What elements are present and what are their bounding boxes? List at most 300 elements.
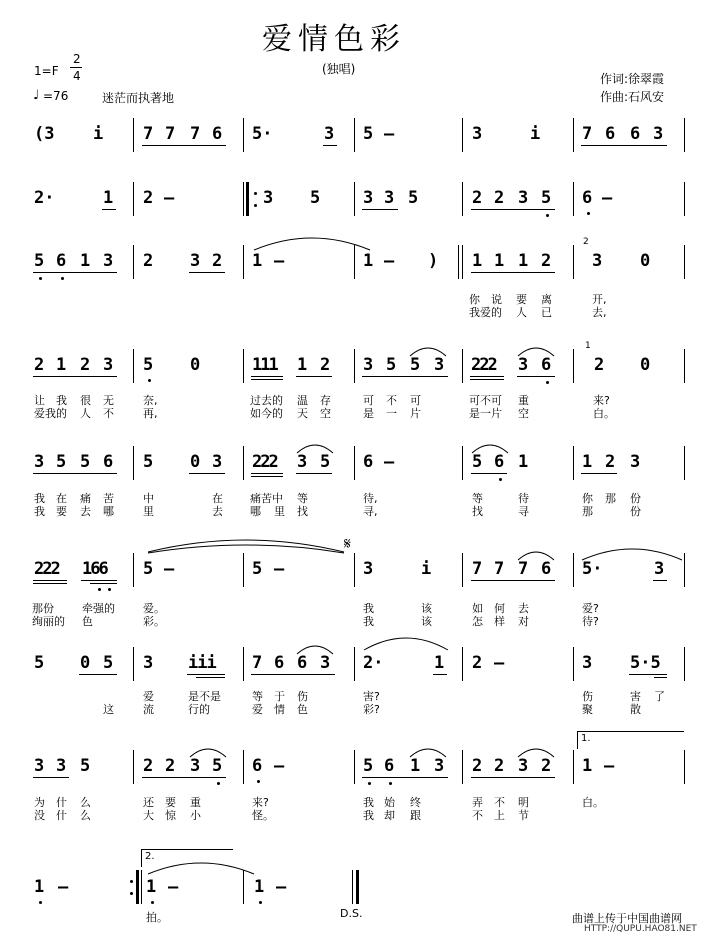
beam <box>362 376 448 377</box>
lyric: 伤 <box>582 690 593 703</box>
note: 2 <box>541 251 552 271</box>
note: 3 <box>320 653 331 673</box>
note: 5· <box>252 124 273 144</box>
lyric: 离 <box>541 293 552 306</box>
barline <box>133 118 134 152</box>
note: 3 <box>518 756 529 776</box>
lyric: 不 <box>472 809 483 822</box>
barline <box>684 182 685 216</box>
lyric: 爱 <box>252 703 263 716</box>
repeat-barline <box>136 870 139 904</box>
barline <box>243 870 244 904</box>
barline <box>133 182 134 216</box>
lyric: 无 <box>103 394 114 407</box>
lyric: 这 <box>103 703 114 716</box>
lyric: 说 <box>491 293 502 306</box>
lyric: 行的 <box>188 703 210 716</box>
lyric: 可 <box>363 394 374 407</box>
note: 3 <box>518 188 529 208</box>
beam <box>251 473 283 474</box>
lyric: 已 <box>541 306 552 319</box>
volta-bracket-top <box>141 849 233 850</box>
composer-credit: 作曲:石风安 <box>600 90 665 104</box>
note: 2 <box>165 756 176 776</box>
lyric: 对 <box>518 615 529 628</box>
time-signature-top: 2 <box>73 52 81 66</box>
lyric: 情 <box>274 703 285 716</box>
low-octave-dot <box>98 588 101 591</box>
barline <box>462 349 463 383</box>
low-octave-dot <box>39 901 42 904</box>
lyric: 怎 <box>472 615 483 628</box>
lyric: 是一片 <box>469 407 502 420</box>
beam <box>471 473 507 474</box>
low-octave-dot <box>499 478 502 481</box>
lyric: 重 <box>190 796 201 809</box>
volta-bracket-left <box>141 849 142 867</box>
lyric: 痛 <box>80 492 91 505</box>
time-signature-line <box>70 67 82 68</box>
beam <box>471 209 555 210</box>
barline <box>354 750 355 784</box>
note: 5 <box>103 653 114 673</box>
lyric: 我 <box>56 394 67 407</box>
lyricist-credit: 作词:徐翠霞 <box>600 72 665 86</box>
barline <box>573 750 574 784</box>
tie-arc <box>146 858 256 876</box>
note: 3 <box>190 251 201 271</box>
note: 2 <box>472 653 483 673</box>
note: 6 <box>274 653 285 673</box>
note: 2· <box>34 188 55 208</box>
lyric: 不 <box>386 394 397 407</box>
note: 5· <box>582 559 603 579</box>
barline <box>462 553 463 587</box>
lyric: 空 <box>320 407 331 420</box>
lyric: 弄 <box>472 796 483 809</box>
lyric: 那份 <box>32 602 54 615</box>
lyric: 再, <box>143 407 158 420</box>
note: 3 <box>103 251 114 271</box>
note: 3 <box>472 124 483 144</box>
lyric: 中 <box>143 492 154 505</box>
beam <box>471 580 555 581</box>
note: 222 <box>252 452 277 472</box>
note: – <box>494 653 505 673</box>
lyric: 如 <box>472 602 483 615</box>
low-octave-dot <box>259 901 262 904</box>
low-octave-dot <box>151 901 154 904</box>
lyric: 我 <box>363 796 374 809</box>
low-octave-dot <box>108 588 111 591</box>
lyric: 来? <box>593 394 610 407</box>
barline <box>684 446 685 480</box>
note: 1 <box>434 653 445 673</box>
note: 5 <box>80 756 91 776</box>
note: 1 <box>518 452 529 472</box>
barline <box>354 446 355 480</box>
lyric: 节 <box>518 809 529 822</box>
barline <box>573 118 574 152</box>
beam <box>581 473 617 474</box>
note: 1 <box>56 355 67 375</box>
low-octave-dot <box>368 782 371 785</box>
barline <box>462 118 463 152</box>
note: 2 <box>212 251 223 271</box>
lyric: 要 <box>165 796 176 809</box>
note: 222 <box>471 355 496 375</box>
lyric: 你 <box>469 293 480 306</box>
lyric: 在 <box>56 492 67 505</box>
lyric: 绚丽的 <box>32 615 65 628</box>
barline <box>133 245 134 279</box>
note: 3 <box>263 188 274 208</box>
lyric: 如今的 <box>250 407 283 420</box>
note: 7 <box>190 124 201 144</box>
beam <box>470 379 504 380</box>
beam <box>251 476 283 477</box>
note: – <box>384 452 395 472</box>
note: 222 <box>34 559 59 579</box>
beam <box>471 777 555 778</box>
note: 3 <box>582 653 593 673</box>
note: ) <box>428 251 439 271</box>
barline <box>462 182 463 216</box>
lyric: 要 <box>516 293 527 306</box>
lyric: 要 <box>56 505 67 518</box>
lyric: 却 <box>384 809 395 822</box>
lyric: 牵强的 <box>82 602 115 615</box>
low-octave-dot <box>389 782 392 785</box>
lyric: 重 <box>518 394 529 407</box>
lyric: 等 <box>252 690 263 703</box>
barline <box>684 118 685 152</box>
lyric: 待 <box>518 492 529 505</box>
lyric: 那 <box>605 492 616 505</box>
barline <box>573 446 574 480</box>
beam <box>471 272 555 273</box>
lyric: 温 <box>297 394 308 407</box>
note: 6 <box>363 452 374 472</box>
note: 3 <box>34 452 45 472</box>
note: – <box>58 877 69 897</box>
lyric: 人 <box>516 306 527 319</box>
note: i <box>93 124 104 144</box>
note: 3 <box>434 355 445 375</box>
lyric: 样 <box>494 615 505 628</box>
note: 6 <box>494 452 505 472</box>
note: 1 <box>494 251 505 271</box>
lyric: 那 <box>582 505 593 518</box>
note: 2 <box>494 188 505 208</box>
lyric: 哪 <box>250 505 261 518</box>
key-signature: 1=F <box>34 64 59 78</box>
beam <box>296 473 332 474</box>
subtitle: (独唱) <box>322 62 356 76</box>
note: 3 <box>654 559 665 579</box>
note: 3 <box>297 452 308 472</box>
time-signature-bottom: 4 <box>73 69 81 83</box>
lyric: 里 <box>274 505 285 518</box>
note: 5 <box>252 559 263 579</box>
note: 1 <box>146 877 157 897</box>
beam <box>33 583 67 584</box>
dal-segno-marking: D.S. <box>340 907 363 920</box>
note: – <box>384 251 395 271</box>
barline <box>462 245 463 279</box>
volta-bracket-left <box>577 731 578 749</box>
lyric: 片 <box>410 407 421 420</box>
note: 3 <box>34 756 45 776</box>
beam <box>90 583 117 584</box>
note: 5 <box>310 188 321 208</box>
lyric: 寻 <box>518 505 529 518</box>
lyric: 等 <box>297 492 308 505</box>
barline <box>133 349 134 383</box>
note: 5 <box>386 355 397 375</box>
note: 2 <box>34 355 45 375</box>
lyric: 聚 <box>582 703 593 716</box>
note: 2 <box>541 756 552 776</box>
lyric: 小 <box>190 809 201 822</box>
note: 0 <box>190 355 201 375</box>
repeat-barline <box>246 182 249 216</box>
note: 1 <box>80 251 91 271</box>
note: 5 <box>80 452 91 472</box>
note: 3 <box>630 452 641 472</box>
lyric: 去, <box>592 306 607 319</box>
note: 2 <box>143 188 154 208</box>
note: 5 <box>212 756 223 776</box>
lyric: 里 <box>143 505 154 518</box>
lyric: 上 <box>494 809 505 822</box>
lyric: 爱 <box>143 690 154 703</box>
note: 1 <box>34 877 45 897</box>
barline <box>684 553 685 587</box>
note: 1 <box>297 355 308 375</box>
note: – <box>602 188 613 208</box>
note: 111 <box>252 355 277 375</box>
lyric: 过去的 <box>250 394 283 407</box>
note: 7 <box>518 559 529 579</box>
lyric: 可不可 <box>469 394 502 407</box>
beam <box>142 145 226 146</box>
beam <box>517 376 555 377</box>
note: 5 <box>56 452 67 472</box>
segno-icon: 𝄋 <box>344 534 351 553</box>
lyric: 待? <box>582 615 599 628</box>
note: 6 <box>541 355 552 375</box>
note: 3 <box>592 251 603 271</box>
note: 0 <box>190 452 201 472</box>
lyric: 寻, <box>363 505 378 518</box>
barline <box>133 446 134 480</box>
note: – <box>384 124 395 144</box>
lyric: 爱? <box>582 602 599 615</box>
note: 3 <box>363 188 374 208</box>
barline <box>133 647 134 681</box>
note: 7 <box>252 653 263 673</box>
barline <box>573 182 574 216</box>
note: 3 <box>653 124 664 144</box>
note: 5 <box>34 251 45 271</box>
beam <box>33 580 67 581</box>
note: i <box>530 124 541 144</box>
barline <box>354 245 355 279</box>
lyric: 待, <box>363 492 378 505</box>
note: 2 <box>494 756 505 776</box>
note: – <box>274 756 285 776</box>
beam <box>296 376 332 377</box>
beam <box>362 209 398 210</box>
repeat-dot <box>254 204 257 207</box>
lyric: 存 <box>320 394 331 407</box>
note: 5 <box>363 756 374 776</box>
barline <box>684 349 685 383</box>
note: 7 <box>472 559 483 579</box>
note: 3 <box>324 124 335 144</box>
lyric: 天 <box>297 407 308 420</box>
note: – <box>274 251 285 271</box>
beam <box>79 674 117 675</box>
low-octave-dot <box>217 782 220 785</box>
note: – <box>168 877 179 897</box>
site-watermark-line2: HTTP://QUPU.HAO81.NET <box>584 924 697 934</box>
note: – <box>164 559 175 579</box>
lyric: 份 <box>630 492 641 505</box>
expression-marking: 迷茫而执著地 <box>102 91 175 105</box>
lyric: 找 <box>472 505 483 518</box>
beam <box>362 777 448 778</box>
note: 1 <box>410 756 421 776</box>
lyric: 么 <box>80 796 91 809</box>
beam <box>470 376 504 377</box>
lyric: 是不是 <box>188 690 221 703</box>
note: 1 <box>254 877 265 897</box>
note: 5 <box>143 559 154 579</box>
lyric: 空 <box>518 407 529 420</box>
barline <box>243 647 244 681</box>
beam <box>33 376 117 377</box>
lyric: 没 <box>34 809 45 822</box>
note: 3 <box>434 756 445 776</box>
lyric: 色 <box>297 703 308 716</box>
lyric: 是 <box>363 407 374 420</box>
lyric: 去 <box>518 602 529 615</box>
note: 2 <box>472 188 483 208</box>
lyric: 终 <box>410 796 421 809</box>
quarter-note-icon: ♩ <box>33 88 40 103</box>
note: – <box>274 559 285 579</box>
note: – <box>164 188 175 208</box>
barline <box>573 553 574 587</box>
tempo-marking: =76 <box>43 89 69 103</box>
song-title: 爱情色彩 <box>262 22 406 57</box>
lyric: 该 <box>421 602 432 615</box>
lyric: 了 <box>654 690 665 703</box>
beam <box>251 376 283 377</box>
note: 0 <box>80 653 91 673</box>
lyric: 于 <box>274 690 285 703</box>
note: iii <box>188 653 216 673</box>
repeat-dot <box>130 880 133 883</box>
lyric: 还 <box>143 796 154 809</box>
lyric: 爱。 <box>143 602 165 615</box>
note: 1 <box>582 756 593 776</box>
barline <box>354 553 355 587</box>
note: 0 <box>640 251 651 271</box>
note: 3 <box>384 188 395 208</box>
lyric: 人 <box>80 407 91 420</box>
lyric: 不 <box>103 407 114 420</box>
site-watermark-line1: 曲谱上传于中国曲谱网 <box>572 912 682 925</box>
volta-marker: 2 <box>583 237 589 247</box>
note: 6 <box>103 452 114 472</box>
beam <box>196 677 225 678</box>
barline <box>243 245 244 279</box>
note: 5 <box>34 653 45 673</box>
barline <box>684 245 685 279</box>
note: 7 <box>143 124 154 144</box>
note: 7 <box>582 124 593 144</box>
note: 3 <box>143 653 154 673</box>
lyric: 何 <box>494 602 505 615</box>
note: 6 <box>56 251 67 271</box>
note: 5 <box>541 188 552 208</box>
lyric: 流 <box>143 703 154 716</box>
low-octave-dot <box>61 277 64 280</box>
lyric: 去 <box>80 505 91 518</box>
beam <box>629 674 667 675</box>
lyric: 我 <box>34 505 45 518</box>
barline <box>243 182 244 216</box>
lyric: 可 <box>410 394 421 407</box>
lyric: 很 <box>80 394 91 407</box>
note: 166 <box>82 559 107 579</box>
beam <box>81 580 117 581</box>
lyric: 散 <box>630 703 641 716</box>
volta-marker: 1. <box>581 733 591 744</box>
final-barline <box>356 870 359 904</box>
note: 3 <box>363 559 374 579</box>
note: 6 <box>384 756 395 776</box>
low-octave-dot <box>546 214 549 217</box>
barline <box>573 647 574 681</box>
note: 1 <box>363 251 374 271</box>
low-octave-dot <box>148 379 151 382</box>
lyric: 份 <box>630 505 641 518</box>
low-octave-dot <box>587 212 590 215</box>
beam <box>433 674 447 675</box>
lyric: 白。 <box>593 407 615 420</box>
barline <box>573 349 574 383</box>
note: 3 <box>56 756 67 776</box>
volta-bracket-top <box>577 731 684 732</box>
note: – <box>604 756 615 776</box>
barline <box>133 553 134 587</box>
note: 3 <box>103 355 114 375</box>
note: 5 <box>408 188 419 208</box>
lyric: 害 <box>630 690 641 703</box>
note: 3 <box>190 756 201 776</box>
tie-arc <box>362 632 450 652</box>
lyric: 不 <box>494 796 505 809</box>
beam <box>653 580 667 581</box>
barline <box>352 870 353 904</box>
tie-arc <box>146 541 346 555</box>
lyric: 什 <box>56 796 67 809</box>
note: 1 <box>252 251 263 271</box>
